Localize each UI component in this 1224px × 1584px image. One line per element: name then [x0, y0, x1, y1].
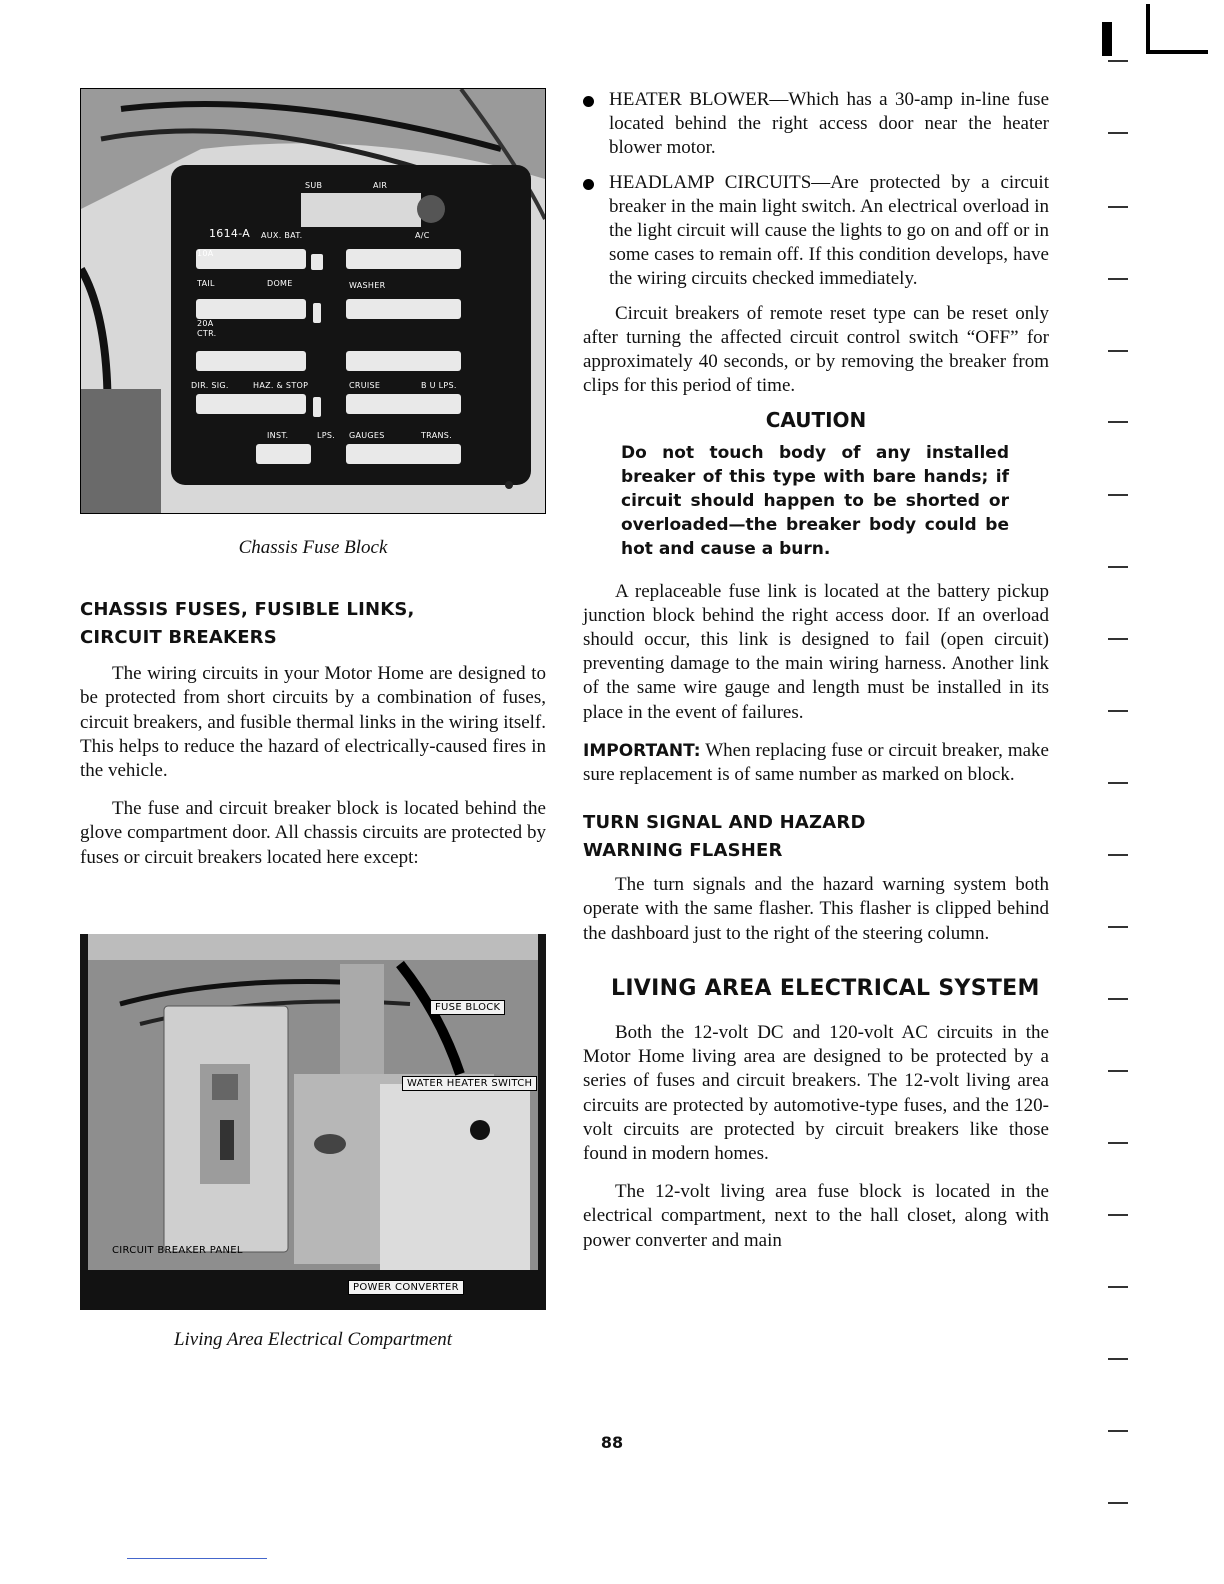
fuse-label-cruise: CRUISE: [349, 381, 381, 390]
fuse-label-sub: SUB: [305, 181, 323, 190]
fuse-block-illustration: [81, 89, 545, 513]
heater-blower-bullet: [583, 88, 1049, 161]
left-column: [80, 88, 546, 1352]
fuse-label-10a: 10A: [197, 249, 214, 258]
caution-title: CAUTION: [765, 408, 867, 433]
turn-signal-heading: [583, 809, 1049, 865]
power-converter-callout: POWER CONVERTER: [348, 1280, 464, 1295]
water-heater-switch-callout: WATER HEATER SWITCH: [402, 1076, 537, 1091]
fuse-label-ac: A/C: [415, 231, 430, 240]
living-area-heading: LIVING AREA ELECTRICAL SYSTEM: [611, 975, 1040, 1001]
bottom-rule: [127, 1558, 267, 1559]
fuse-label-bu-lps: B U LPS.: [421, 381, 457, 390]
fuse-label-dir-sig: DIR. SIG.: [191, 381, 229, 390]
edge-tab-bar: [1102, 22, 1112, 56]
circuit-breakers-paragraph: Circuit breakers of remote reset type can be reset only after turning the affected circuit control switch “OFF” for approximately 40 seconds, or by removing the breaker from clips for this period of time.: [583, 302, 1049, 397]
caution-body: Do not touch body of any installed breaker of this type with bare hands; if circuit should happen to be shorted or overloaded—the breaker body could be hot and cause a burn.: [621, 442, 1009, 560]
important-label: IMPORTANT:: [583, 740, 701, 761]
fuse-label-20a: 20A: [197, 319, 214, 328]
important-note: [583, 739, 1049, 787]
heading-line-2: CIRCUIT BREAKERS: [80, 627, 277, 649]
chassis-fuse-block-photo: [80, 88, 546, 514]
fuse-link-paragraph: A replaceable fuse link is located at the battery pickup junction block behind the right access door. If an overload should occur, this link is designed to fail (open circuit) preventing damage to the main wiring harness. Another link of the same wire gauge and length must be installed in its place in the event of failures.: [583, 580, 1049, 723]
fuse-label-trans: TRANS.: [421, 431, 452, 440]
living-area-paragraph-1: Both the 12-volt DC and 120-volt AC circuits in the Motor Home living area are designed to be protected by a series of fuses and circuit breakers. The 12-volt living area circuits are protected by automotive-type fuses, and the 120-volt circuits are protected by circuit breakers like those found in modern homes.: [583, 1021, 1049, 1164]
chassis-fuses-heading: [80, 596, 546, 652]
fuse-label-ctr: CTR.: [197, 329, 217, 338]
headlamp-circuits-text: HEADLAMP CIRCUITS—Are protected by a circuit breaker in the main light switch. An electrical overload in the light circuit will cause the lights to go on and off or in some cases to remain off. If this condition develops, have the wiring circuits checked immediately.: [609, 171, 1049, 290]
heading-line-1: CHASSIS FUSES, FUSIBLE LINKS,: [80, 599, 415, 621]
figure2-caption: Living Area Electrical Compartment: [173, 1328, 453, 1350]
fuse-label-washer: WASHER: [349, 281, 386, 290]
fuse-block-location-paragraph: The fuse and circuit breaker block is located behind the glove compartment door. All chassis circuits are protected by fuses or circuit breakers located here except:: [80, 798, 546, 868]
fuse-label-tail: TAIL: [197, 279, 215, 288]
wiring-paragraph: The wiring circuits in your Motor Home are designed to be protected from short circuits by a combination of fuses, circuit breakers, and fusible thermal links in the wiring itself. This helps to reduce the hazard of electrically-caused fires in the vehicle.: [80, 663, 546, 782]
bullet-dot: [583, 96, 594, 107]
fuse-label-lps: LPS.: [317, 431, 336, 440]
bullet-dot: [583, 179, 594, 190]
fuse-label-aux-bat: AUX. BAT.: [261, 231, 303, 240]
living-area-compartment-photo: [80, 934, 546, 1310]
fuse-label-1614a: 1614-A: [209, 227, 251, 240]
edge-tab-bracket: [1146, 4, 1150, 54]
heater-blower-text: HEATER BLOWER—Which has a 30-amp in-line fuse located behind the right access door near the heater blower motor.: [609, 89, 1049, 159]
fuse-label-haz-stop: HAZ. & STOP: [253, 381, 309, 390]
turn-signal-paragraph: The turn signals and the hazard warning system both operate with the same flasher. This flasher is clipped behind the dashboard just to the right of the steering column.: [583, 874, 1049, 944]
headlamp-circuits-bullet: [583, 171, 1049, 292]
caution-box: [583, 408, 1049, 561]
circuit-breaker-panel-callout: CIRCUIT BREAKER PANEL: [112, 1244, 243, 1256]
turn-signal-heading-line-2: WARNING FLASHER: [583, 840, 783, 862]
fuse-label-dome: DOME: [267, 279, 293, 288]
edge-tab-bracket-foot: [1146, 50, 1208, 54]
important-text: When replacing fuse or circuit breaker, make sure replacement is of same number as marked on block.: [583, 739, 1049, 786]
fuse-label-inst: INST.: [267, 431, 289, 440]
page-number: 88: [600, 1433, 624, 1452]
turn-signal-heading-line-1: TURN SIGNAL AND HAZARD: [583, 812, 866, 834]
right-column: [583, 88, 1049, 1253]
fuse-label-air: AIR: [373, 181, 388, 190]
fuse-block-callout: FUSE BLOCK: [430, 1000, 505, 1015]
fuse-label-gauges: GAUGES: [349, 431, 385, 440]
figure1-caption: Chassis Fuse Block: [238, 537, 388, 558]
living-area-paragraph-2: The 12-volt living area fuse block is located in the electrical compartment, next to the hall closet, along with power converter and main: [583, 1181, 1049, 1251]
